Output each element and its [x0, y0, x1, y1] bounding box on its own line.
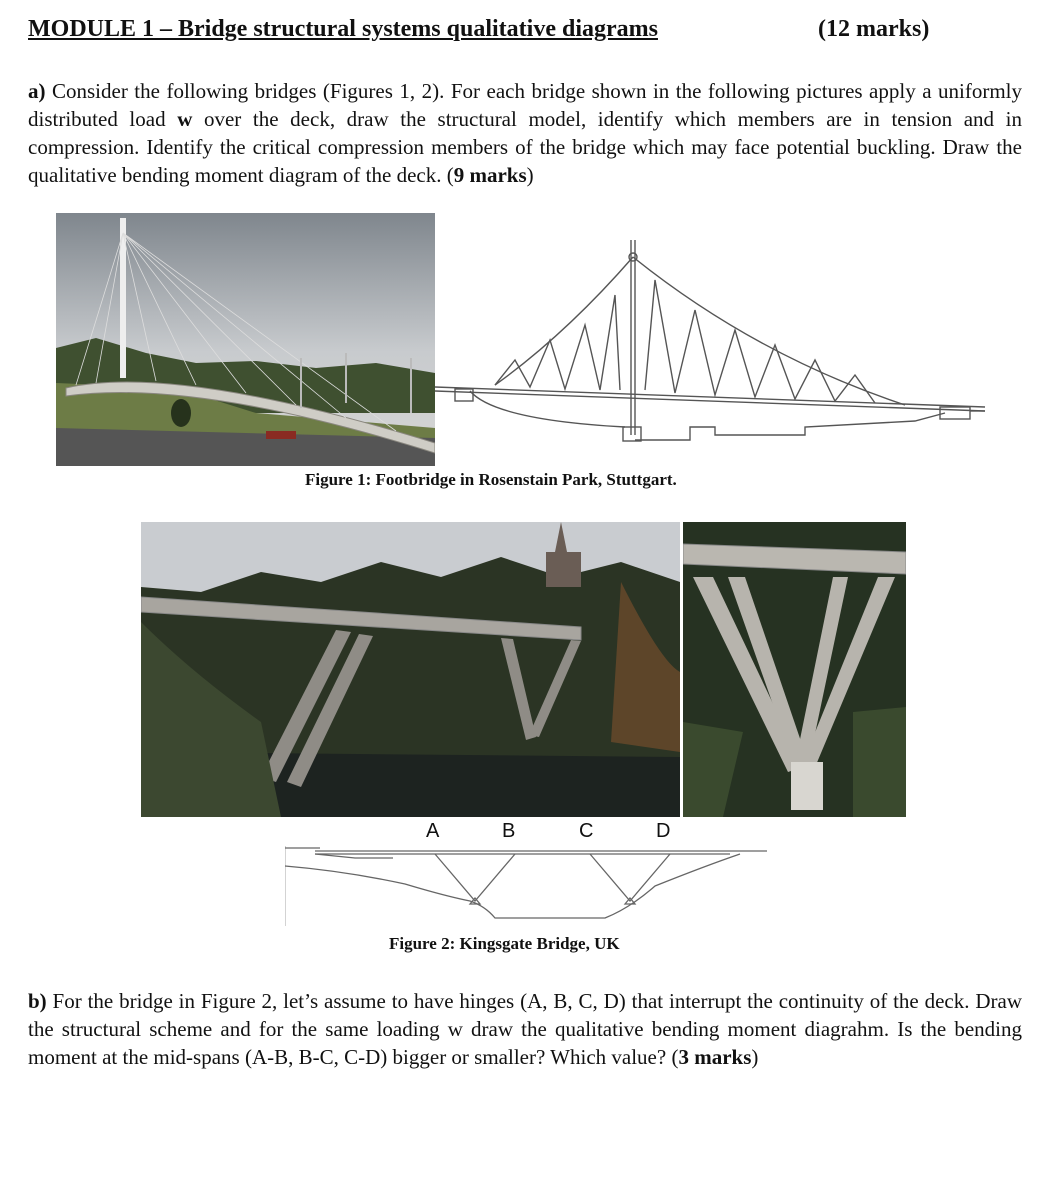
figure-2-drawing	[285, 846, 767, 929]
question-a	[28, 77, 1022, 189]
hinge-label-c: C	[579, 820, 594, 842]
figure-2-caption: Figure 2: Kingsgate Bridge, UK	[389, 934, 620, 953]
question-a-label: a)	[28, 79, 46, 103]
question-b-marks: 3 marks	[678, 1045, 752, 1069]
figure-1-caption: Figure 1: Footbridge in Rosenstain Park, Stuttgart.	[305, 470, 677, 489]
hinge-label-a: A	[426, 820, 440, 842]
question-b	[28, 987, 1022, 1071]
question-a-text-end: )	[526, 163, 534, 187]
figure-1-photo	[56, 213, 435, 466]
hinge-label-d: D	[656, 820, 671, 842]
question-b-label: b)	[28, 989, 47, 1013]
question-a-marks: 9 marks	[453, 163, 527, 187]
page-heading	[28, 16, 958, 43]
question-b-text-end: )	[751, 1045, 759, 1069]
figure-1-drawing	[435, 235, 990, 455]
question-a-text: Consider the following bridges (Figures 1, 2). For each bridge shown in the following pictures apply a uniformly distributed load	[28, 79, 1022, 131]
module-title: MODULE 1 – Bridge structural systems qualitative diagrams	[28, 16, 658, 42]
question-b-text: For the bridge in Figure 2, let’s assume to have hinges (A, B, C, D) that interrupt the continuity of the deck. Draw the structural scheme and for the same loading w draw the qualitative bending moment diagrahm. Is the bending moment at the mid-spans (A-B, B-C, C-D) bigger or smaller? Which value? (	[28, 989, 1022, 1069]
figure-2-photo-pier	[683, 522, 906, 817]
figure-2-photo-elevation	[141, 522, 680, 817]
hinge-label-b: B	[502, 820, 516, 842]
load-symbol: w	[177, 107, 193, 131]
total-marks: (12 marks)	[818, 16, 930, 42]
question-a-text-cont: over the deck, draw the structural model, identify which members are in tension and in compression. Identify the critical compression members of the bridge which may face potential buckling. Draw the qualitative bending moment diagram of the deck. (	[28, 107, 1022, 187]
